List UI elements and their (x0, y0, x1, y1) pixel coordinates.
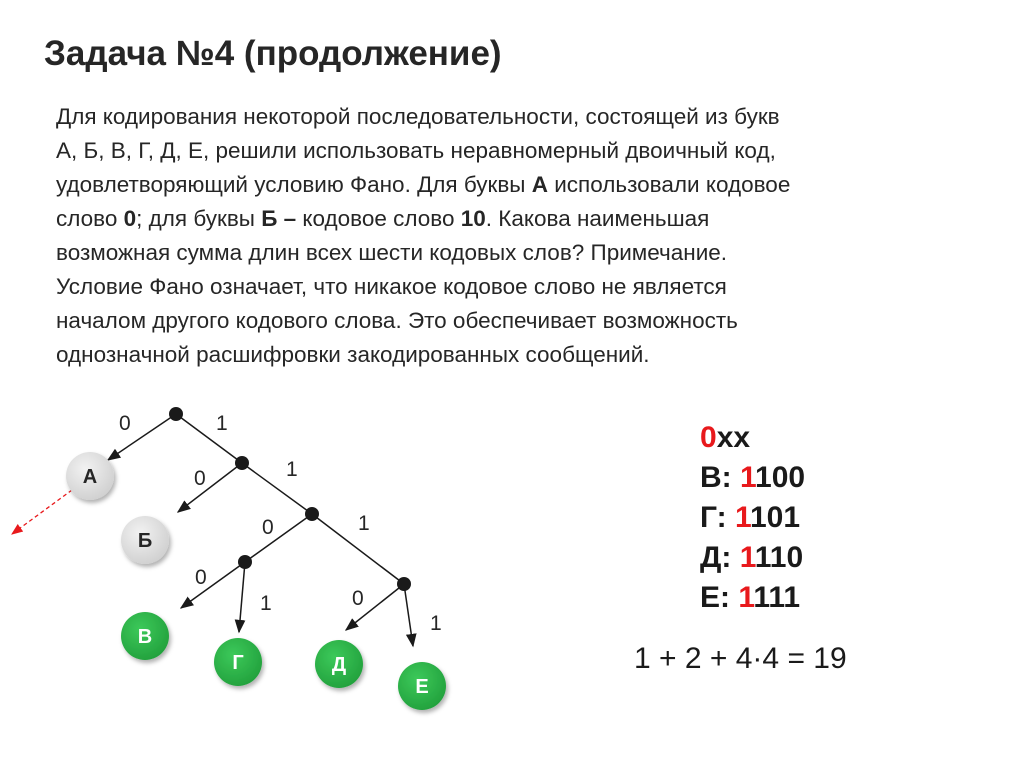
code-line-e: Е: 1111 (700, 581, 801, 614)
edge-label: 0 (119, 412, 131, 435)
edge-n1-b (178, 463, 242, 512)
edge-label: 1 (358, 512, 370, 535)
edge-n3-v (181, 562, 245, 608)
code-line-g: Г: 1101 (700, 501, 801, 534)
edge-a-dashed (12, 490, 72, 534)
node-g (214, 638, 262, 686)
node-d-label: Д (331, 654, 347, 676)
branch-point-1 (235, 456, 249, 470)
node-v (121, 612, 169, 660)
edge-label: 1 (216, 412, 228, 435)
problem-line-5: возможная сумма длин всех шести кодовых слов? Примечание. (56, 240, 728, 265)
code-list (700, 418, 805, 618)
edge-root-n1 (176, 414, 242, 463)
edge-label: 1 (286, 458, 298, 481)
code-b: 10 (460, 206, 486, 231)
problem-line-7: началом другого кодового слова. Это обеспечивает возможность (56, 308, 738, 333)
letter-b: Б – (261, 206, 297, 231)
problem-line-8: однозначной расшифровки закодированных сообщений. (56, 342, 650, 367)
slide-title: Задача №4 (продолжение) (44, 34, 502, 73)
branch-point-4 (397, 577, 411, 591)
node-g-label: Г (232, 652, 244, 674)
node-b-label: Б (137, 530, 153, 552)
letter-a: А (531, 172, 548, 197)
edge-label: 0 (195, 566, 207, 589)
code-a: 0 (123, 206, 137, 231)
node-e-label: Е (415, 676, 429, 698)
branch-point-2 (305, 507, 319, 521)
problem-line-1: Для кодирования некоторой последовательности, состоящей из букв (56, 104, 780, 129)
branch-point-3 (238, 555, 252, 569)
sum-formula: 1 + 2 + 4·4 = 19 (634, 642, 847, 675)
problem-line-3: удовлетворяющий условию Фано. Для буквы А использовали кодовое (56, 172, 791, 197)
node-a (66, 452, 114, 500)
problem-line-6: Условие Фано означает, что никакое кодовое слово не является (56, 274, 727, 299)
problem-line-4: слово 0; для буквы Б – кодовое слово 10. Какова наименьшая (56, 206, 710, 231)
edge-label: 0 (194, 467, 206, 490)
problem-line-2: А, Б, В, Г, Д, Е, решили использовать неравномерный двоичный код, (56, 138, 776, 163)
code-line-a: 0xx (700, 421, 751, 454)
node-b (121, 516, 169, 564)
edge-n2-n3 (245, 514, 312, 562)
edge-n1-n2 (242, 463, 312, 514)
edge-label: 1 (260, 592, 272, 615)
edge-n3-g (239, 562, 245, 632)
node-a-label: А (82, 466, 98, 488)
node-d (315, 640, 363, 688)
code-line-d: Д: 1110 (700, 541, 804, 574)
branch-point-root (169, 407, 183, 421)
node-e (398, 662, 446, 710)
code-line-v: В: 1100 (700, 461, 806, 494)
edge-label: 0 (262, 516, 274, 539)
edge-n4-e (404, 584, 413, 646)
edge-label: 1 (430, 612, 442, 635)
edge-label: 0 (352, 587, 364, 610)
node-v-label: В (137, 626, 153, 648)
